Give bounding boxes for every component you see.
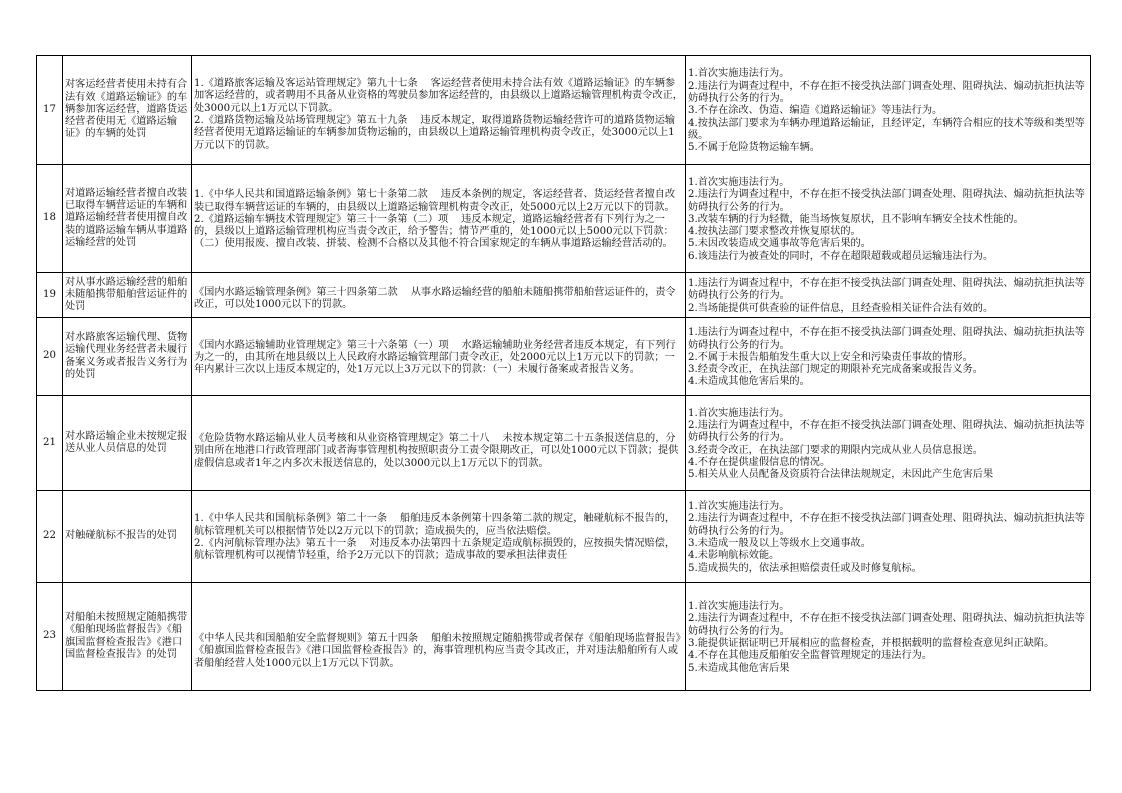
condition-line: 2.违法行为调查过程中，不存在拒不接受执法部门调查处理、阻碍执法、煽动抗拒执法等妨碍执行公务的行为。 [688,613,1085,637]
row-number: 22 [37,491,63,583]
violation-name: 对客运经营者使用未持有合法有效《道路运输证》的车辆参加客运经营，道路货运经营者使用无《道路运输证》的车辆的处罚 [63,56,192,165]
condition-line: 6.该违法行为被查处的同时，不存在超限超载或超员运输违法行为。 [688,250,994,262]
exemption-conditions [686,165,1091,273]
condition-line: 2.违法行为调查过程中，不存在拒不接受执法部门调查处理、阻碍执法、煽动抗拒执法等妨碍执行公务的行为。 [688,513,1085,537]
violation-name: 对水路运输企业未按规定报送从业人员信息的处罚 [63,396,192,491]
condition-line: 3.经责令改正，在执法部门规定的期限补充完成备案或报告义务。 [688,364,983,376]
exemption-conditions [686,583,1091,691]
basis-line: 2.《内河航标管理办法》第五十一条 对违反本办法第四十五条规定造成航标损毁的，应按损失情况赔偿，航标管理机构可以视情节轻重，给予2万元以下的罚款；造成事故的要承担法律责任 [194,538,676,562]
basis-line: 2.《道路货物运输及站场管理规定》第五十九条 违反本规定，取得道路货物运输经营许可的道路货物运输经营者使用无道路运输证的车辆参加货物运输的，由县级以上道路运输管理机构责令改正，处3000元以上1万元以下的罚款。 [194,115,676,151]
condition-line: 4.按执法部门要求为车辆办理道路运输证，且经评定，车辆符合相应的技术等级和类型等级。 [688,117,1085,141]
condition-line: 5.未因改装造成交通事故等危害后果的。 [688,238,871,250]
condition-line: 1.首次实施违法行为。 [688,601,790,613]
legal-basis [192,165,686,273]
basis-line: 《国内水路运输辅助业管理规定》第三十六条第（一）项 水路运输辅助业务经营者违反本规定，有下列行为之一的，由其所在地县级以上人民政府水路运输管理部门责令改正，处2000元以上1万元以下的罚款；一年内累计三次以上违反本规定的，处1万元以上3万元以下的罚款：（一）未履行备案或者报告义务。 [194,339,676,376]
table-row [37,165,1091,273]
condition-line: 2.违法行为调查过程中，不存在拒不接受执法部门调查处理、阻碍执法、煽动抗拒执法等妨碍执行公务的行为。 [688,80,1085,105]
table-row [37,491,1091,583]
violation-name: 对道路运输经营者擅自改装已取得车辆营运证的车辆和道路运输经营者使用擅自改装的道路运输车辆从事道路运输经营的处罚 [63,165,192,273]
penalty-table-body [37,56,1091,691]
condition-line: 4.按执法部门要求整改并恢复原状的。 [688,226,861,238]
condition-line: 4.不存在其他违反船舶安全监督管理规定的违法行为。 [688,650,933,662]
violation-name: 对从事水路运输经营的船舶未随船携带船舶营运证件的处罚 [63,273,192,318]
violation-name: 对船舶未按照规定随船携带《船舶现场监督报告》《船旗国监督检查报告》《港口国监督检查报告》的处罚 [63,583,192,691]
condition-line: 5.造成损失的，依法承担赔偿责任或及时修复航标。 [688,562,922,574]
row-number: 19 [37,273,63,318]
condition-line: 1.违法行为调查过程中，不存在拒不接受执法部门调查处理、阻碍执法、煽动抗拒执法等妨碍执行公务的行为。 [688,327,1085,351]
legal-basis [192,56,686,165]
legal-basis [192,491,686,583]
row-number: 20 [37,318,63,396]
condition-line: 4.未影响航标效能。 [688,550,780,562]
penalty-table [36,55,1091,691]
exemption-conditions [686,273,1091,318]
exemption-conditions [686,491,1091,583]
condition-line: 3.经责令改正，在执法部门要求的期限内完成从业人员信息报送。 [688,444,983,456]
violation-name: 对水路旅客运输代理、货物运输代理业务经营者未履行备案义务或者报告义务行为的处罚 [63,318,192,396]
legal-basis [192,396,686,491]
legal-basis [192,273,686,318]
condition-line: 3.未造成一般及以上等级水上交通事故。 [688,538,871,549]
condition-line: 5.相关从业人员配备及资质符合法律法规规定，未因此产生危害后果 [688,469,994,481]
condition-line: 3.改装车辆的行为轻微，能当场恢复原状，且不影响车辆安全技术性能的。 [688,213,1024,225]
condition-line: 2.不属于未报告船舶发生重大以上安全和污染责任事故的情形。 [688,351,973,363]
row-number: 17 [37,56,63,165]
row-number: 18 [37,165,63,273]
condition-line: 2.当场能提供可供查验的证件信息，且经查验相关证件合法有效的。 [688,302,994,314]
basis-line: 2.《道路运输车辆技术管理规定》第三十一条第（二）项 违反本规定，道路运输经营者有下列行为之一的，县级以上道路运输管理机构应当责令改正，给予警告；情节严重的，处1000元以上5000元以下罚款：（二）使用报废、擅自改装、拼装、检测不合格以及其他不符合国家规定的车辆从事道路运输经营活动的。 [194,213,674,250]
condition-line: 4.未造成其他危害后果的。 [688,376,810,388]
condition-line: 3.不存在涂改、伪造、编造《道路运输证》等违法行为。 [688,105,943,117]
basis-line: 《危险货物水路运输从业人员考核和从业资格管理规定》第二十八 未按本规定第二十五条报送信息的，分别由所在地港口行政管理部门或者海事管理机构按照职责分工责令限期改正，可以处1000元以下罚款；提供虚假信息或者1年之内多次未报送信息的，处以3000元以上1万元以下的罚款。 [194,433,679,469]
basis-line: 1.《中华人民共和国道路运输条例》第七十条第二款 违反本条例的规定，客运经营者、货运经营者擅自改装已取得车辆营运证的车辆的，由县级以上道路运输管理机构责令改正，处5000元以上2万元以下的罚款。 [194,189,676,213]
condition-line: 1.首次实施违法行为。 [688,176,790,188]
basis-line: 1.《中华人民共和国航标条例》第二十一条 船舶违反本条例第十四条第二款的规定，触碰航标不报告的，航标管理机关可以根据情节处以2万元以下的罚款；造成损失的，应当依法赔偿。 [194,513,676,537]
exemption-conditions [686,396,1091,491]
table-row [37,56,1091,165]
condition-line: 5.不属于危险货物运输车辆。 [688,142,820,154]
basis-line: 《中华人民共和国船舶安全监督规则》第五十四条 船舶未按照规定随船携带或者保存《船舶现场监督报告》《船旗国监督检查报告》《港口国监督检查报告》的，海事管理机构应当责令其改正，并对违法船舶所有人或者船舶经营人处1000元以上1万元以下罚款。 [194,633,681,669]
table-row [37,318,1091,396]
table-row [37,396,1091,491]
condition-line: 1.首次实施违法行为。 [688,407,790,419]
condition-line: 2.违法行为调查过程中，不存在拒不接受执法部门调查处理、阻碍执法、煽动抗拒执法等妨碍执行公务的行为。 [688,189,1085,213]
violation-name: 对触碰航标不报告的处罚 [63,491,192,583]
condition-line: 5.未造成其他危害后果 [688,662,790,674]
condition-line: 1.首次实施违法行为。 [688,501,790,513]
exemption-conditions [686,56,1091,165]
table-row [37,273,1091,318]
basis-line: 《国内水路运输管理条例》第三十四条第二款 从事水路运输经营的船舶未随船携带船舶营运证件的，责令改正，可以处1000元以下的罚款。 [194,286,676,310]
basis-line: 1.《道路旅客运输及客运站管理规定》第九十七条 客运经营者使用未持合法有效《道路运输证》的车辆参加客运经营的，或者聘用不具备从业资格的驾驶员参加客运经营的，由县级以上道路运输管理机构责令改正，处3000元以上1万元以下罚款。 [194,78,683,114]
exemption-conditions [686,318,1091,396]
legal-basis [192,583,686,691]
condition-line: 2.违法行为调查过程中，不存在拒不接受执法部门调查处理、阻碍执法、煽动抗拒执法等妨碍执行公务的行为。 [688,419,1085,444]
condition-line: 3.能提供证据证明已开展相应的监督检查，并根据载明的监督检查意见纠正缺陷。 [688,638,1055,649]
row-number: 21 [37,396,63,491]
condition-line: 1.违法行为调查过程中，不存在拒不接受执法部门调查处理、阻碍执法、煽动抗拒执法等妨碍执行公务的行为。 [688,278,1085,302]
condition-line: 4.不存在提供虚假信息的情况。 [688,456,831,468]
table-row [37,583,1091,691]
condition-line: 1.首次实施违法行为。 [688,68,790,80]
legal-basis [192,318,686,396]
row-number: 23 [37,583,63,691]
